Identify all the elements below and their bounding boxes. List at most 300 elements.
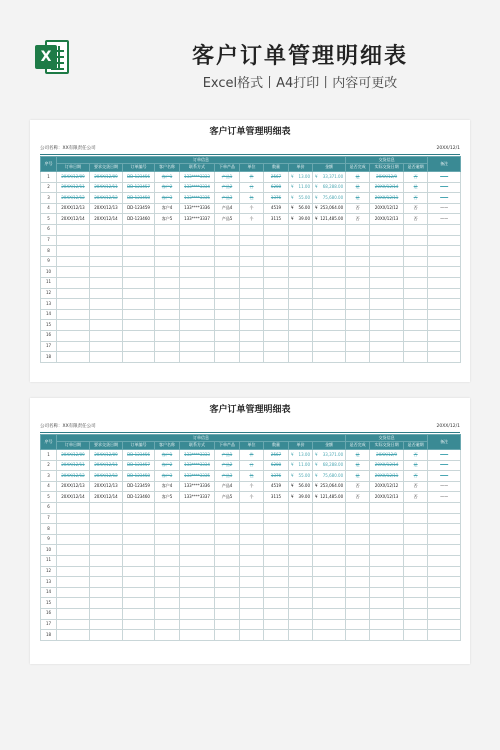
table-cell <box>155 246 180 257</box>
table-cell: 客户3 <box>155 471 180 482</box>
table-cell: 件 <box>240 172 264 183</box>
table-cell: 是 <box>346 182 370 193</box>
table-cell: 否 <box>404 492 428 503</box>
table-row <box>41 341 461 352</box>
table-cell: 产品3 <box>215 471 240 482</box>
table-cell <box>215 513 240 524</box>
table-row <box>41 492 461 503</box>
table-cell <box>57 587 90 598</box>
table-cell <box>346 352 370 363</box>
row-index: 1 <box>41 450 57 461</box>
table-cell <box>123 524 155 535</box>
col-header: 数量 <box>264 164 289 172</box>
table-cell <box>370 320 404 331</box>
table-cell <box>155 502 180 513</box>
table-cell <box>428 309 461 320</box>
row-index: 14 <box>41 309 57 320</box>
table-cell: 1376 <box>264 471 289 482</box>
table-cell <box>428 566 461 577</box>
table-cell: 否 <box>404 193 428 204</box>
table-cell <box>289 352 313 363</box>
currency-symbol: ¥ <box>291 462 294 468</box>
table-cell: 产品1 <box>215 450 240 461</box>
table-cell <box>240 235 264 246</box>
table-cell <box>289 502 313 513</box>
table-cell <box>155 534 180 545</box>
table-cell <box>57 299 90 310</box>
table-cell <box>123 256 155 267</box>
row-index: 11 <box>41 555 57 566</box>
col-header: 要求交货日期 <box>90 164 123 172</box>
table-cell: 客户2 <box>155 460 180 471</box>
table-cell <box>428 320 461 331</box>
table-cell <box>155 524 180 535</box>
table-row <box>41 352 461 363</box>
table-cell: 20XX/12/12 <box>57 471 90 482</box>
table-cell <box>313 330 346 341</box>
table-cell <box>428 534 461 545</box>
table-row <box>41 534 461 545</box>
table-cell: 133****3336 <box>180 203 215 214</box>
table-cell <box>240 288 264 299</box>
table-cell <box>346 235 370 246</box>
table-cell <box>90 246 123 257</box>
table-cell <box>264 608 289 619</box>
table-cell <box>180 524 215 535</box>
table-cell <box>123 330 155 341</box>
table-cell <box>215 224 240 235</box>
row-index: 16 <box>41 330 57 341</box>
table-cell <box>370 235 404 246</box>
table-cell <box>428 630 461 641</box>
table-cell: 133****3336 <box>180 481 215 492</box>
table-cell: 20XX/12/14 <box>370 182 404 193</box>
table-cell <box>313 492 346 503</box>
table-cell <box>240 267 264 278</box>
table-cell: 否 <box>404 471 428 482</box>
table-cell <box>155 320 180 331</box>
table-cell <box>90 598 123 609</box>
table-cell <box>370 630 404 641</box>
sheet-meta <box>40 422 460 432</box>
table-cell <box>404 524 428 535</box>
row-index: 7 <box>41 513 57 524</box>
table-cell: DD-123459 <box>123 481 155 492</box>
table-cell <box>57 320 90 331</box>
table-cell <box>428 277 461 288</box>
table-cell <box>155 288 180 299</box>
table-cell <box>57 235 90 246</box>
table-row <box>41 587 461 598</box>
amount-value: 39.00 <box>298 493 310 499</box>
sheet-date: 20XX/12/1 <box>436 424 460 429</box>
table-cell: 件 <box>240 450 264 461</box>
table-cell <box>155 224 180 235</box>
amount-value: 253,064.00 <box>320 205 344 211</box>
row-index: 13 <box>41 577 57 588</box>
col-header: 客户名称 <box>155 442 180 450</box>
table-cell <box>57 502 90 513</box>
table-cell <box>240 277 264 288</box>
table-cell <box>370 267 404 278</box>
table-cell <box>180 577 215 588</box>
row-index: 1 <box>41 172 57 183</box>
col-header-remark: 备注 <box>428 435 461 450</box>
table-cell: 133****3335 <box>180 471 215 482</box>
table-cell <box>313 277 346 288</box>
table-cell: 20XX/12/13 <box>57 203 90 214</box>
table-cell <box>313 555 346 566</box>
table-cell <box>123 352 155 363</box>
table-cell <box>155 608 180 619</box>
table-cell <box>404 619 428 630</box>
table-cell <box>370 330 404 341</box>
table-cell <box>240 577 264 588</box>
table-cell <box>264 277 289 288</box>
table-cell <box>370 309 404 320</box>
row-index: 3 <box>41 193 57 204</box>
table-cell <box>404 277 428 288</box>
table-cell <box>123 288 155 299</box>
table-cell <box>289 608 313 619</box>
company-name: 公司名称：XX有限责任公司 <box>40 424 96 429</box>
table-cell <box>313 545 346 556</box>
sheet-preview-1 <box>30 120 470 382</box>
table-cell: 2567 <box>264 172 289 183</box>
table-cell <box>155 267 180 278</box>
table-cell <box>155 577 180 588</box>
table-cell <box>313 450 346 461</box>
table-cell: —— <box>428 214 461 225</box>
table-cell <box>123 587 155 598</box>
table-cell <box>313 267 346 278</box>
table-cell <box>346 587 370 598</box>
table-cell <box>346 524 370 535</box>
table-cell <box>428 502 461 513</box>
table-cell <box>370 555 404 566</box>
table-cell <box>90 352 123 363</box>
row-index: 4 <box>41 481 57 492</box>
table-row <box>41 267 461 278</box>
group-header-delivery: 交货信息 <box>346 435 428 442</box>
table-cell <box>289 524 313 535</box>
table-cell <box>313 577 346 588</box>
table-cell <box>90 555 123 566</box>
table-cell <box>428 299 461 310</box>
table-cell <box>313 471 346 482</box>
table-cell <box>313 309 346 320</box>
table-cell: DD-123456 <box>123 172 155 183</box>
currency-symbol: ¥ <box>291 194 294 200</box>
table-cell <box>215 566 240 577</box>
table-cell <box>404 608 428 619</box>
table-cell <box>370 299 404 310</box>
table-cell <box>428 224 461 235</box>
table-cell <box>370 524 404 535</box>
table-cell <box>313 182 346 193</box>
table-cell <box>215 256 240 267</box>
currency-symbol: ¥ <box>315 472 318 478</box>
table-cell <box>215 598 240 609</box>
table-cell: 20XX/12/11 <box>370 471 404 482</box>
table-cell <box>180 608 215 619</box>
currency-symbol: ¥ <box>315 462 318 468</box>
table-cell <box>289 450 313 461</box>
table-row <box>41 555 461 566</box>
table-cell <box>123 534 155 545</box>
table-row <box>41 224 461 235</box>
table-cell <box>264 320 289 331</box>
table-cell <box>123 630 155 641</box>
table-cell <box>428 555 461 566</box>
table-cell: 20XX/12/11 <box>90 182 123 193</box>
table-cell: 客户1 <box>155 172 180 183</box>
table-cell: 20XX/12/9 <box>370 172 404 183</box>
table-cell <box>289 577 313 588</box>
table-cell <box>215 246 240 257</box>
table-cell <box>180 566 215 577</box>
table-cell: DD-123458 <box>123 193 155 204</box>
amount-value: 68,288.00 <box>322 462 344 468</box>
table-row <box>41 203 461 214</box>
table-cell <box>155 309 180 320</box>
currency-symbol: ¥ <box>315 493 318 499</box>
currency-symbol: ¥ <box>291 472 294 478</box>
table-cell <box>264 309 289 320</box>
table-row <box>41 566 461 577</box>
col-header: 客户名称 <box>155 164 180 172</box>
table-row <box>41 481 461 492</box>
table-cell <box>346 277 370 288</box>
table-cell <box>313 224 346 235</box>
table-cell <box>90 309 123 320</box>
table-cell <box>180 630 215 641</box>
table-cell: 133****3333 <box>180 172 215 183</box>
table-cell <box>90 235 123 246</box>
table-cell: 6208 <box>264 182 289 193</box>
table-cell: —— <box>428 471 461 482</box>
table-cell: 20XX/12/12 <box>370 481 404 492</box>
table-cell <box>313 524 346 535</box>
table-cell <box>90 545 123 556</box>
table-cell: 20XX/12/09 <box>90 172 123 183</box>
table-cell <box>289 172 313 183</box>
table-cell <box>264 555 289 566</box>
table-cell: 客户5 <box>155 492 180 503</box>
table-cell: 包 <box>240 471 264 482</box>
table-cell <box>370 545 404 556</box>
row-index: 5 <box>41 214 57 225</box>
table-row <box>41 320 461 331</box>
amount-value: 75,680.00 <box>322 472 344 478</box>
table-cell: 3115 <box>264 214 289 225</box>
table-cell <box>289 288 313 299</box>
table-cell: —— <box>428 450 461 461</box>
amount-value: 33,371.00 <box>322 451 344 457</box>
table-cell: 客户2 <box>155 182 180 193</box>
table-cell <box>370 502 404 513</box>
table-cell: 客户4 <box>155 481 180 492</box>
table-cell: 台 <box>240 460 264 471</box>
table-cell: 否 <box>404 203 428 214</box>
table-cell <box>123 299 155 310</box>
company-name: 公司名称：XX有限责任公司 <box>40 146 96 151</box>
table-cell: 是 <box>346 471 370 482</box>
table-cell <box>264 545 289 556</box>
table-cell <box>215 577 240 588</box>
table-cell <box>289 256 313 267</box>
table-cell <box>215 320 240 331</box>
table-cell: 20XX/12/12 <box>90 471 123 482</box>
row-index: 5 <box>41 492 57 503</box>
table-cell <box>155 598 180 609</box>
table-cell <box>404 256 428 267</box>
table-cell <box>428 587 461 598</box>
table-cell <box>123 502 155 513</box>
table-cell <box>313 352 346 363</box>
table-cell <box>264 619 289 630</box>
table-cell <box>404 235 428 246</box>
table-cell <box>370 566 404 577</box>
table-cell <box>57 513 90 524</box>
table-cell <box>346 545 370 556</box>
table-cell <box>428 246 461 257</box>
table-cell <box>428 577 461 588</box>
table-cell <box>155 277 180 288</box>
table-cell <box>289 492 313 503</box>
table-cell: 2567 <box>264 450 289 461</box>
table-cell <box>346 513 370 524</box>
table-cell <box>215 309 240 320</box>
table-cell <box>264 587 289 598</box>
table-cell <box>289 277 313 288</box>
table-cell <box>346 630 370 641</box>
table-cell <box>57 341 90 352</box>
table-cell: 否 <box>346 214 370 225</box>
table-cell: 20XX/12/13 <box>57 481 90 492</box>
table-cell <box>240 320 264 331</box>
table-cell <box>155 619 180 630</box>
amount-value: 253,064.00 <box>320 483 344 489</box>
table-cell <box>404 299 428 310</box>
table-cell <box>313 608 346 619</box>
col-header: 订单日期 <box>57 164 90 172</box>
table-cell: 否 <box>404 214 428 225</box>
table-cell <box>313 566 346 577</box>
table-cell <box>370 256 404 267</box>
table-cell <box>57 224 90 235</box>
table-cell <box>180 587 215 598</box>
col-header: 单位 <box>240 442 264 450</box>
table-cell <box>180 288 215 299</box>
table-cell <box>180 555 215 566</box>
table-cell <box>180 267 215 278</box>
col-header: 是否完成 <box>346 442 370 450</box>
table-cell <box>180 330 215 341</box>
table-cell <box>428 608 461 619</box>
table-cell <box>264 288 289 299</box>
table-cell <box>370 288 404 299</box>
table-cell <box>289 224 313 235</box>
table-cell: 客户5 <box>155 214 180 225</box>
table-cell <box>313 320 346 331</box>
table-cell <box>90 524 123 535</box>
table-cell <box>155 545 180 556</box>
table-cell <box>123 555 155 566</box>
table-cell: 客户4 <box>155 203 180 214</box>
row-index: 7 <box>41 235 57 246</box>
table-cell <box>264 299 289 310</box>
table-cell <box>370 224 404 235</box>
table-cell: —— <box>428 172 461 183</box>
table-cell <box>123 598 155 609</box>
order-table <box>40 434 461 641</box>
sheet-meta <box>40 144 460 154</box>
table-cell <box>404 513 428 524</box>
table-cell <box>57 256 90 267</box>
table-cell <box>90 267 123 278</box>
hero-subtitle: Excel格式丨A4打印丨内容可更改 <box>202 76 398 91</box>
row-index: 2 <box>41 182 57 193</box>
table-cell <box>346 288 370 299</box>
table-cell <box>264 502 289 513</box>
table-cell <box>370 513 404 524</box>
table-cell: DD-123457 <box>123 460 155 471</box>
table-cell: —— <box>428 182 461 193</box>
table-cell: 20XX/12/14 <box>57 492 90 503</box>
currency-symbol: ¥ <box>291 173 294 179</box>
table-cell <box>404 309 428 320</box>
row-index: 17 <box>41 341 57 352</box>
table-cell <box>90 577 123 588</box>
col-header: 要求交货日期 <box>90 442 123 450</box>
table-cell: 133****3337 <box>180 492 215 503</box>
table-cell <box>313 193 346 204</box>
table-cell <box>313 534 346 545</box>
table-cell <box>240 630 264 641</box>
table-cell <box>289 309 313 320</box>
table-cell <box>123 566 155 577</box>
table-cell <box>180 277 215 288</box>
table-cell <box>57 330 90 341</box>
table-cell: DD-123460 <box>123 214 155 225</box>
table-cell <box>90 224 123 235</box>
table-cell <box>289 203 313 214</box>
amount-value: 33,371.00 <box>322 173 344 179</box>
table-cell: DD-123457 <box>123 182 155 193</box>
table-cell <box>264 513 289 524</box>
table-cell <box>180 246 215 257</box>
currency-symbol: ¥ <box>315 194 318 200</box>
table-cell <box>155 566 180 577</box>
table-cell <box>155 513 180 524</box>
table-cell: 否 <box>346 481 370 492</box>
table-cell <box>289 513 313 524</box>
table-cell: 6208 <box>264 460 289 471</box>
table-cell: 133****3334 <box>180 182 215 193</box>
table-cell <box>264 267 289 278</box>
table-cell: 个 <box>240 214 264 225</box>
table-cell <box>428 545 461 556</box>
col-header: 是否逾期 <box>404 442 428 450</box>
currency-symbol: ¥ <box>315 483 318 489</box>
table-cell <box>428 619 461 630</box>
table-cell <box>180 502 215 513</box>
divider <box>40 154 460 155</box>
table-cell <box>180 545 215 556</box>
col-header: 下单产品 <box>215 164 240 172</box>
table-cell <box>346 299 370 310</box>
